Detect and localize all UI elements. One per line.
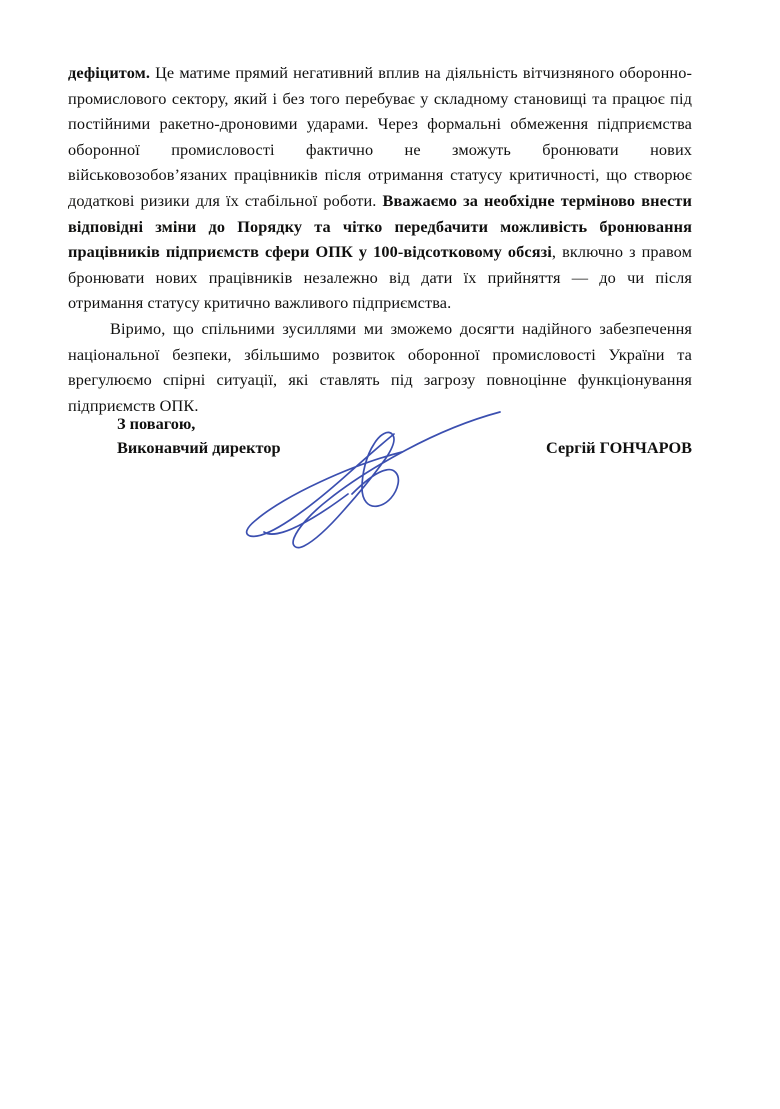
paragraph-1-run-4: , включно з правом бронювати нових працівників незалежно від дати їх прийняття — до чи після отримання статусу критично важливого підприємства. [68, 242, 692, 313]
paragraph-1-run-3: Вважаємо за необхідне терміново внести відповідні зміни до Порядку та чітко передбачити можливість бронювання працівників підприємств сфери ОПК у 100-відсотковому обсязі [68, 190, 692, 262]
signature-left-text [117, 412, 281, 460]
document-body [68, 60, 692, 418]
signature-title: Виконавчий директор [117, 438, 281, 457]
paragraph-1-run-1: дефіцитом. [68, 63, 150, 82]
paragraph-1-run-2: Це матиме прямий негативний вплив на діяльність вітчизняного оборонно-промислового сектору, який і без того перебуває у складному становищі та працює під постійними ракетно-дроновими ударами. Через формальні обмеження підприємства оборонної промисловості фактично не зможуть бронювати нових військовозобов’язаних працівників після отримання статусу критичності, що створює додаткові ризики для їх стабільної роботи. [68, 63, 692, 210]
signature-name: Сергій ГОНЧАРОВ [546, 438, 692, 457]
paragraph-2 [68, 316, 692, 418]
signature-closing: З повагою, [117, 414, 196, 433]
signature-block [68, 412, 692, 572]
paragraph-2-run-1: Віримо, що спільними зусиллями ми зможемо досягти надійного забезпечення національної безпеки, збільшимо розвиток оборонної промисловості України та врегулюємо спірні ситуації, які ставлять під загрозу повноцінне функціонування підприємств ОПК. [68, 318, 692, 415]
paragraph-1 [68, 60, 692, 316]
